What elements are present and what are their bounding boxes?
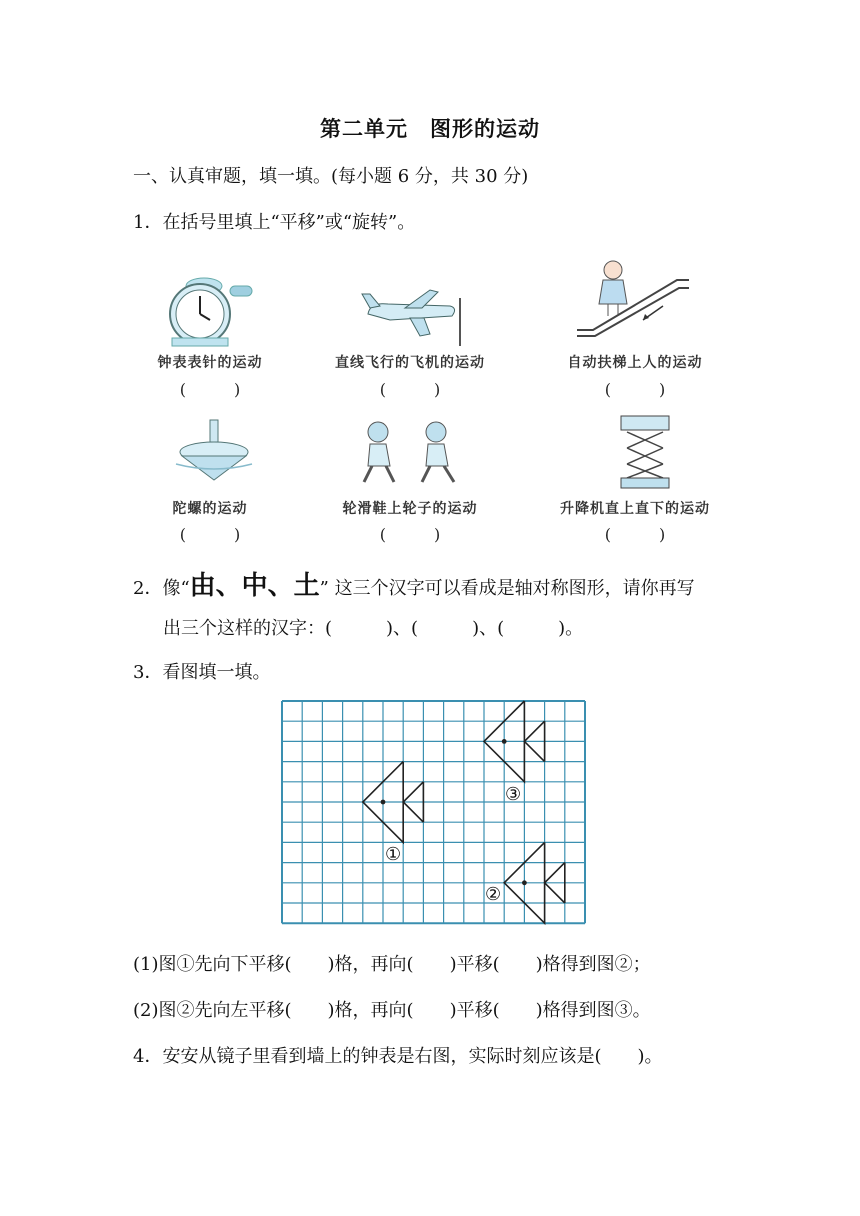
answer-blank[interactable]: ( ) (604, 380, 666, 399)
question-1-text: 1．在括号里填上“平移”或“旋转”。 (133, 212, 416, 233)
escalator-illustration (573, 258, 693, 340)
figure-label-3: ③ (505, 784, 522, 805)
question-2-line1 (133, 565, 695, 602)
caption-top: 陀螺的运动 (172, 501, 248, 517)
answer-blank[interactable]: ( ) (179, 525, 241, 544)
question-3-sub1[interactable]: (1)图①先向下平移( )格，再向( )平移( )格得到图②； (133, 954, 651, 975)
figure-label-1: ① (385, 844, 402, 865)
question-3-text: 3．看图填一填。 (133, 662, 271, 683)
figure-label-2: ② (485, 884, 502, 905)
question-3-sub2[interactable]: (2)图②先向左平移( )格，再向( )平移( )格得到图③。 (133, 1000, 651, 1021)
page-title: 第二单元 图形的运动 (320, 117, 540, 141)
caption-escalator: 自动扶梯上人的运动 (567, 355, 703, 371)
caption-clock: 钟表表针的运动 (157, 355, 263, 371)
caption-lift: 升降机直上直下的运动 (560, 501, 710, 517)
translation-grid (281, 700, 587, 926)
caption-airplane: 直线飞行的飞机的运动 (335, 355, 485, 371)
example-characters: 由、中、土 (189, 571, 320, 601)
spinning-top-illustration (170, 418, 260, 488)
lift-platform-illustration (615, 412, 675, 492)
answer-blank[interactable]: ( ) (379, 525, 441, 544)
caption-skates: 轮滑鞋上轮子的运动 (342, 501, 478, 517)
airplane-illustration (360, 284, 465, 349)
question-2-line2[interactable]: 出三个这样的汉字：( )、( )、( )。 (163, 618, 584, 639)
question-2-prefix: 2．像“ (133, 578, 190, 599)
clock-illustration (160, 272, 255, 347)
section-heading: 一、认真审题，填一填。(每小题 6 分，共 30 分) (133, 166, 529, 187)
answer-blank[interactable]: ( ) (179, 380, 241, 399)
answer-blank[interactable]: ( ) (379, 380, 441, 399)
answer-blank[interactable]: ( ) (604, 525, 666, 544)
question-4-text[interactable]: 4．安安从镜子里看到墙上的钟表是右图，实际时刻应该是( )。 (133, 1046, 663, 1067)
roller-skaters-illustration (350, 420, 475, 492)
question-2-suffix: ” 这三个汉字可以看成是轴对称图形，请你再写 (319, 578, 695, 599)
